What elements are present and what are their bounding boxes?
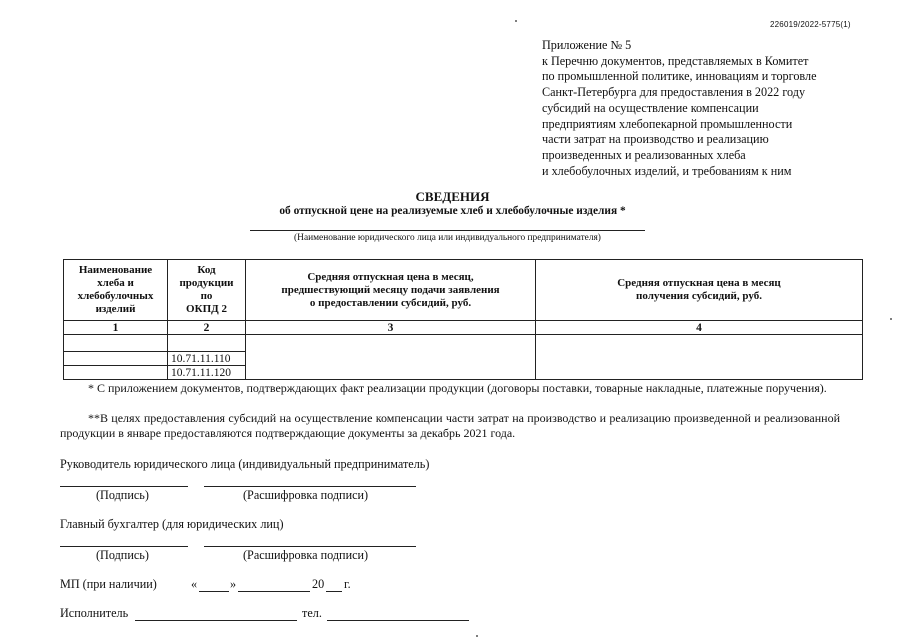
stamp-label: МП (при наличии) bbox=[60, 577, 157, 591]
organization-name-caption: (Наименование юридического лица или индивидуального предпринимателя) bbox=[294, 233, 601, 243]
document-title: СВЕДЕНИЯ bbox=[415, 189, 490, 204]
okpd-code-cell: 10.71.11.120 bbox=[168, 366, 246, 380]
product-name-cell[interactable] bbox=[64, 366, 168, 380]
signature-caption: (Подпись) bbox=[96, 488, 149, 502]
header-okpd-code: Код продукции по ОКПД 2 bbox=[168, 260, 246, 321]
appendix-line: и хлебобулочных изделий, и требованиям к ним bbox=[542, 163, 792, 178]
date-year-suffix: г. bbox=[344, 577, 351, 591]
executor-line[interactable] bbox=[135, 620, 297, 621]
document-subtitle: об отпускной цене на реализуемые хлеб и хлебобулочные изделия * bbox=[279, 205, 626, 217]
appendix-line: к Перечню документов, представляемых в Комитет bbox=[542, 53, 809, 68]
subsidy-month-price-cell[interactable] bbox=[536, 335, 863, 380]
document-id: 226019/2022-5775(1) bbox=[770, 20, 851, 29]
column-number: 2 bbox=[168, 321, 246, 335]
column-number: 4 bbox=[536, 321, 863, 335]
executor-label: Исполнитель bbox=[60, 606, 129, 620]
footnote-documents: * С приложением документов, подтверждающих факт реализации продукции (договоры поставки, товарные накладные, платежные поручения). bbox=[88, 381, 827, 395]
appendix-line: Санкт-Петербурга для предоставления в 2022 году bbox=[542, 85, 806, 100]
column-number: 3 bbox=[246, 321, 536, 335]
header-product-name: Наименование хлеба и хлебобулочных изделий bbox=[64, 260, 168, 321]
footnote-january: **В целях предоставления субсидий на осуществление компенсации части затрат на производство и реализацию произведенной и реализованной продукции в январе предоставляются подтверждающие документы за декабрь 2021 года. bbox=[60, 411, 840, 440]
head-signature-label: Руководитель юридического лица (индивидуальный предприниматель) bbox=[60, 457, 430, 471]
appendix-line: произведенных и реализованных хлеба bbox=[542, 147, 746, 162]
column-number: 1 bbox=[64, 321, 168, 335]
scan-speck bbox=[515, 20, 517, 22]
date-year-prefix: 20 bbox=[312, 577, 325, 591]
okpd-code-cell bbox=[168, 335, 246, 352]
phone-line[interactable] bbox=[327, 620, 469, 621]
header-subsidy-month-price: Средняя отпускная цена в месяц получения субсидий, руб. bbox=[536, 260, 863, 321]
header-previous-month-price: Средняя отпускная цена в месяц, предшествующий месяцу подачи заявления о предоставлении субсидий, руб. bbox=[246, 260, 536, 321]
table-number-row bbox=[64, 321, 863, 335]
appendix-line: субсидий на осуществление компенсации bbox=[542, 100, 759, 115]
decoding-caption: (Расшифровка подписи) bbox=[243, 488, 369, 502]
appendix-line: предприятиям хлебопекарной промышленности bbox=[542, 116, 793, 131]
date-quote-open: « bbox=[191, 577, 198, 591]
scan-speck bbox=[476, 635, 478, 637]
appendix-block bbox=[542, 38, 817, 179]
date-month-line[interactable] bbox=[238, 591, 310, 592]
head-signature-line[interactable] bbox=[60, 486, 188, 487]
scan-speck bbox=[890, 318, 892, 320]
product-name-cell[interactable] bbox=[64, 335, 168, 352]
okpd-code-cell: 10.71.11.110 bbox=[168, 352, 246, 366]
appendix-line: части затрат на производство и реализацию bbox=[542, 132, 769, 147]
date-year-line[interactable] bbox=[326, 591, 342, 592]
accountant-signature-label: Главный бухгалтер (для юридических лиц) bbox=[60, 517, 284, 531]
appendix-line: по промышленной политике, инновациям и торговле bbox=[542, 69, 817, 84]
phone-label: тел. bbox=[302, 606, 322, 620]
organization-name-line[interactable] bbox=[250, 230, 645, 231]
accountant-signature-line[interactable] bbox=[60, 546, 188, 547]
date-quote-close: » bbox=[230, 577, 237, 591]
previous-month-price-cell[interactable] bbox=[246, 335, 536, 380]
product-name-cell[interactable] bbox=[64, 352, 168, 366]
signature-caption: (Подпись) bbox=[96, 548, 149, 562]
table-row bbox=[64, 335, 863, 352]
decoding-caption: (Расшифровка подписи) bbox=[243, 548, 369, 562]
price-table bbox=[63, 259, 863, 380]
accountant-decoding-line[interactable] bbox=[204, 546, 416, 547]
appendix-line: Приложение № 5 bbox=[542, 38, 632, 52]
table-header-row bbox=[64, 260, 863, 321]
head-decoding-line[interactable] bbox=[204, 486, 416, 487]
date-day-line[interactable] bbox=[199, 591, 229, 592]
